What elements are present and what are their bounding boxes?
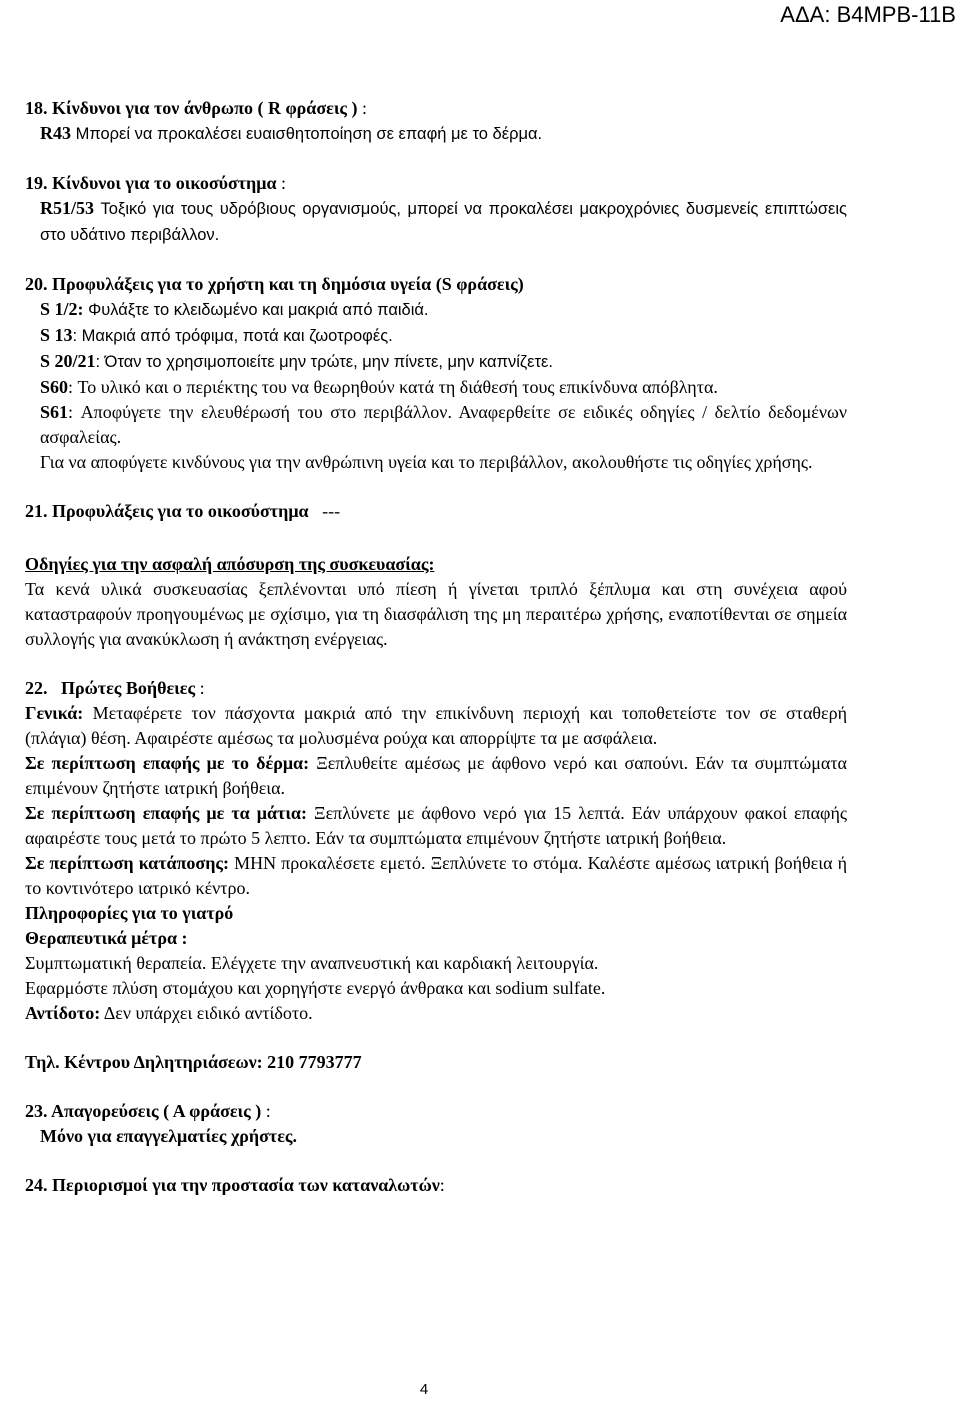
therapy-heading: Θεραπευτικά μέτρα : [25,928,188,948]
general-label: Γενικά: [25,703,84,723]
s-phrase-text: : Όταν το χρησιμοποιείτε μην τρώτε, μην πίνετε, μην καπνίζετε. [95,353,553,371]
antidote-label: Αντίδοτο: [25,1003,101,1023]
poison-center-phone: Τηλ. Κέντρου Δηλητηριάσεων: 210 7793777 [25,1052,362,1072]
s-phrase-item [40,323,847,349]
doctor-info-heading: Πληροφορίες για το γιατρό [25,903,234,923]
s61-item [40,400,847,450]
section-22-title: Πρώτες Βοήθειες [61,678,196,698]
eyes-label: Σε περίπτωση επαφής με τα μάτια: [25,803,307,823]
document-body [25,96,847,1198]
s-phrase-text: : Μακριά από τρόφιμα, ποτά και ζωοτροφές. [72,327,393,345]
skin-text: Ξεπλυθείτε αμέσως με άφθονο νερό και σαπούνι. Εάν τα συμπτώματα επιμένουν ζητήστε ιατρική βοήθεια. [25,753,847,798]
ingestion-text: ΜΗΝ προκαλέσετε εμετό. Ξεπλύνετε το στόμα. Καλέστε αμέσως ιατρική βοήθεια ή το κοντινότερο ιατρικό κέντρο. [25,853,847,898]
antidote-text: Δεν υπάρχει ειδικό αντίδοτο. [100,1003,313,1023]
section-23-colon: : [261,1101,271,1121]
section-18-title: 18. Κίνδυνοι για τον άνθρωπο ( R φράσεις ) [25,98,358,118]
r51-53-text: Τοξικό για τους υδρόβιους οργανισμούς, μπορεί να προκαλέσει μακροχρόνιες δυσμενείς επιπτώσεις στο υδάτινο περιβάλλον. [40,200,847,244]
section-23-title: 23. Απαγορεύσεις ( Α φράσεις ) [25,1101,262,1121]
s-phrases-list [25,297,847,475]
first-aid-eyes [25,801,847,851]
section-18-phrase [25,121,847,147]
antidote [25,1001,847,1026]
s-phrase-code: S 1/2: [40,299,84,319]
section-19-title: 19. Κίνδυνοι για το οικοσύστημα [25,173,277,193]
section-19-phrase [25,196,847,248]
eyes-text: Ξεπλύνετε με άφθονο νερό για 15 λεπτά. Εάν υπάρχουν φακοί επαφής αφαιρέστε τους μετά το πρώτο 5 λεπτο. Εάν τα συμπτώματα επιμένουν ζητήστε ιατρική βοήθεια. [25,803,847,848]
section-21-title: 21. Προφυλάξεις για το οικοσύστημα [25,501,309,521]
r43-text: Μπορεί να προκαλέσει ευαισθητοποίηση σε επαφή με το δέρμα. [71,125,543,143]
r51-53-code: R51/53 [40,198,94,218]
section-23-text: Μόνο για επαγγελματίες χρήστες. [40,1126,298,1146]
section-24-title: 24. Περιορισμοί για την προστασία των καταναλωτών [25,1175,440,1195]
document-code: ΑΔΑ: Β4ΜΡΒ-11Β [780,2,956,27]
s-phrase-text: Φυλάξτε το κλειδωμένο και μακριά από παιδιά. [83,301,429,319]
section-19-colon: : [276,173,287,193]
first-aid-ingestion [25,851,847,901]
disposal-text: Τα κενά υλικά συσκευασίας ξεπλένονται υπό πίεση ή γίνεται τριπλό ξέπλυμα και στη συνέχεια αφού καταστραφούν προηγουμένως με σχίσιμο, για τη διασφάλιση της μη περαιτέρω χρήσης, εναποτίθενται σε σημεία συλλογής για ανακύκλωση ή ανάκτηση ενέργειας. [25,579,847,649]
s60-item [40,375,847,400]
skin-label: Σε περίπτωση επαφής με το δέρμα: [25,753,310,773]
s60-code: S60 [40,377,69,397]
general-text: Μεταφέρετε τον πάσχοντα μακριά από την επικίνδυνη περιοχή και τοποθετείστε τον σε σταθερή (πλάγια) θέση. Αφαιρέστε αμέσως τα μολυσμένα ρούχα και απορρίψτε τα με ασφάλεια. [25,703,847,748]
section-18-heading [25,96,847,121]
section-22-colon: : [195,678,205,698]
disposal-heading-text: Οδηγίες για την ασφαλή απόσυρση της συσκευασίας: [25,554,435,574]
section-22-number: 22. [25,678,48,698]
section-18-colon: : [357,98,368,118]
s-phrase-item [40,349,847,375]
r43-code: R43 [40,123,71,143]
s61-text: : Αποφύγετε την ελευθέρωσή του στο περιβάλλον. Αναφερθείτε σε ειδικές οδηγίες / δελτίο δεδομένων ασφαλείας. [40,402,847,447]
safety-advice: Για να αποφύγετε κινδύνους για την ανθρώπινη υγεία και το περιβάλλον, ακολουθήστε τις οδηγίες χρήσης. [40,452,813,472]
s-phrase-code: S 13 [40,325,73,345]
section-22-heading [25,676,847,701]
section-19-heading [25,171,847,196]
section-24-heading [25,1173,847,1198]
therapy-line-2: Εφαρμόστε πλύση στομάχου και χορηγήστε ενεργό άνθρακα και sodium sulfate. [25,978,606,998]
therapy-line-1: Συμπτωματική θεραπεία. Ελέγχετε την αναπνευστική και καρδιακή λειτουργία. [25,953,599,973]
s-phrase-code: S 20/21 [40,351,96,371]
section-21-heading [25,499,847,524]
ingestion-label: Σε περίπτωση κατάποσης: [25,853,230,873]
first-aid-skin [25,751,847,801]
page-number: 4 [419,1381,429,1398]
s60-text: : Το υλικό και ο περιέκτης του να θεωρηθούν κατά τη διάθεσή τους επικίνδυνα απόβλητα. [68,377,718,397]
s-phrase-item [40,297,847,323]
disposal-heading [25,552,847,577]
section-20-title: 20. Προφυλάξεις για το χρήστη και τη δημόσια υγεία (S φράσεις) [25,274,524,294]
s61-code: S61 [40,402,69,422]
section-21-value: --- [308,501,341,521]
section-24-colon: : [439,1175,445,1195]
section-20-heading [25,272,847,297]
section-23-heading [25,1099,847,1124]
first-aid-general [25,701,847,751]
